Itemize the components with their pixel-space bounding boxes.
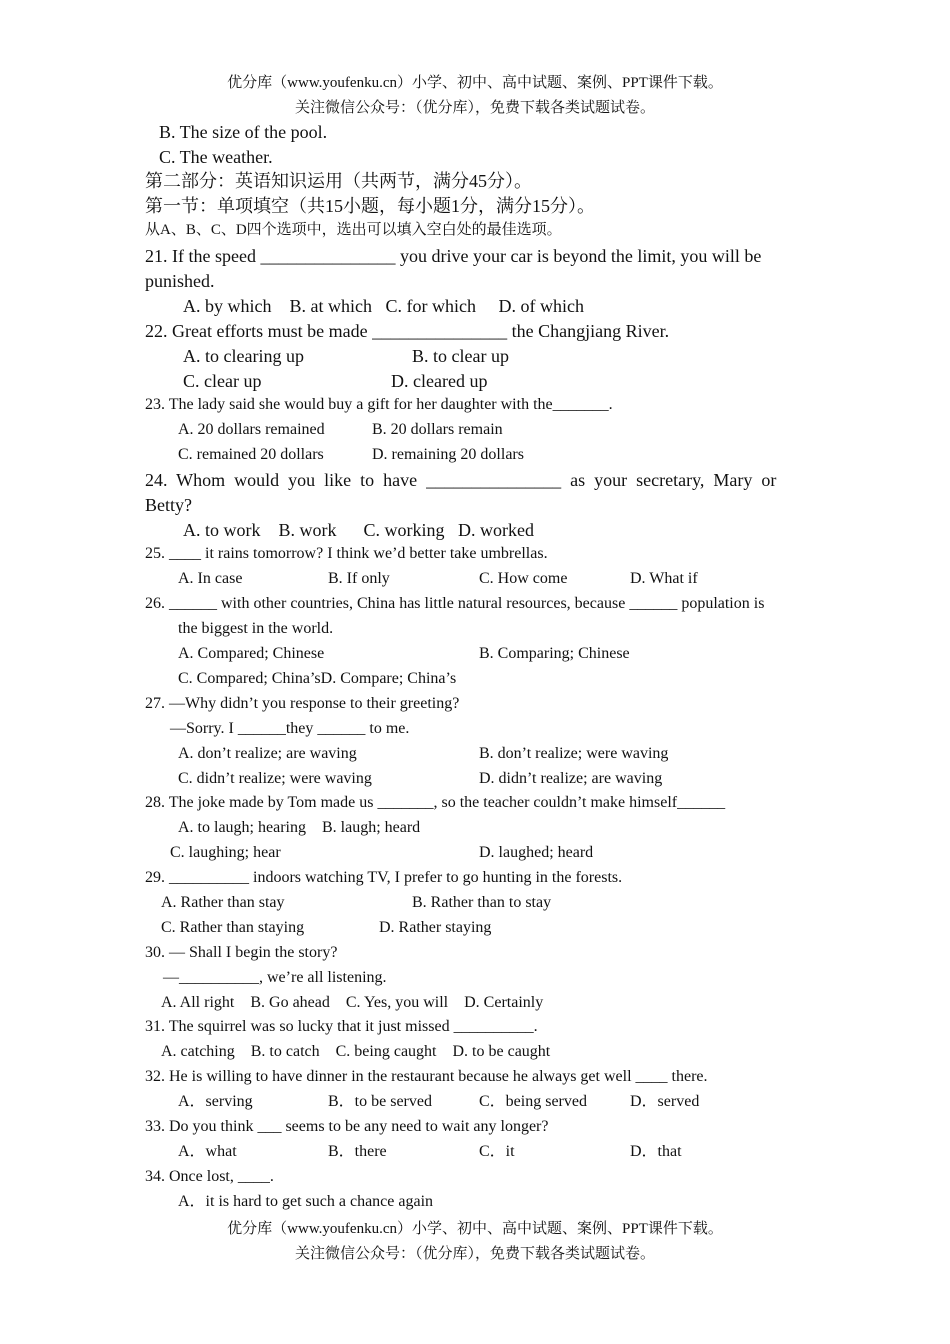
q33-option-d: D．that xyxy=(630,1143,682,1160)
q29-option-d: D. Rather staying xyxy=(379,919,492,936)
q25-stem: 25. ____ it rains tomorrow? I think we’d better take umbrellas. xyxy=(145,545,548,562)
q27-option-a: A. don’t realize; are waving xyxy=(178,745,357,762)
q28-option-d: D. laughed; heard xyxy=(479,844,594,861)
q31-stem: 31. The squirrel was so lucky that it just missed __________. xyxy=(145,1018,538,1035)
carry-option-c: C. The weather. xyxy=(159,147,273,167)
q23-option-b: B. 20 dollars remain xyxy=(372,421,503,438)
q34-stem: 34. Once lost, ____. xyxy=(145,1168,274,1185)
part2-heading: 第二部分：英语知识运用（共两节，满分45分）。 xyxy=(145,171,532,191)
q32-option-b: B．to be served xyxy=(328,1093,432,1110)
q28-stem: 28. The joke made by Tom made us _______, so the teacher couldn’t make himself______ xyxy=(145,794,726,811)
q29-option-a: A. Rather than stay xyxy=(161,894,285,911)
instructions: 从A、B、C、D四个选项中，选出可以填入空白处的最佳选项。 xyxy=(145,222,562,238)
q23-option-c: C. remained 20 dollars xyxy=(178,446,324,463)
q22-stem: 22. Great efforts must be made _______________ the Changjiang River. xyxy=(145,321,670,341)
q21-stem-2: punished. xyxy=(145,271,215,291)
q30-stem-2: —__________, we’re all listening. xyxy=(163,969,387,986)
q33-stem: 33. Do you think ___ seems to be any need to wait any longer? xyxy=(145,1118,549,1135)
section1-heading: 第一节：单项填空（共15小题，每小题1分，满分15分）。 xyxy=(145,196,595,216)
footer-line-1: 优分库（www.youfenku.cn）小学、初中、高中试题、案例、PPT课件下载。 xyxy=(227,1221,723,1237)
q29-option-c: C. Rather than staying xyxy=(161,919,305,936)
q27-option-c: C. didn’t realize; were waving xyxy=(178,770,372,787)
q25-option-b: B. If only xyxy=(328,570,390,587)
q28-option-ab: A. to laugh; hearing B. laugh; heard xyxy=(178,819,421,836)
q30-options: A. All right B. Go ahead C. Yes, you will D. Certainly xyxy=(161,994,544,1011)
q25-option-c: C. How come xyxy=(479,570,568,587)
q26-stem-2: the biggest in the world. xyxy=(178,620,334,637)
q21-options: A. by which B. at which C. for which D. of which xyxy=(183,296,584,316)
q22-option-c: C. clear up xyxy=(183,371,262,391)
q24-stem-2: Betty? xyxy=(145,495,192,515)
q27-option-b: B. don’t realize; were waving xyxy=(479,745,669,762)
q26-option-cd: C. Compared; China’sD. Compare; China’s xyxy=(178,670,457,687)
q28-option-c: C. laughing; hear xyxy=(170,844,281,861)
q33-option-c: C．it xyxy=(479,1143,515,1160)
q25-option-a: A. In case xyxy=(178,570,243,587)
q29-option-b: B. Rather than to stay xyxy=(412,894,552,911)
q23-stem: 23. The lady said she would buy a gift for her daughter with the_______. xyxy=(145,396,613,413)
q22-option-b: B. to clear up xyxy=(412,346,509,366)
q21-stem-1: 21. If the speed _______________ you drive your car is beyond the limit, you will be xyxy=(145,246,762,266)
q26-option-a: A. Compared; Chinese xyxy=(178,645,325,662)
q33-option-a: A．what xyxy=(178,1143,237,1160)
q22-option-d: D. cleared up xyxy=(391,371,488,391)
q30-stem-1: 30. — Shall I begin the story? xyxy=(145,944,338,961)
q32-stem: 32. He is willing to have dinner in the restaurant because he always get well ____ there. xyxy=(145,1068,708,1085)
q31-options: A. catching B. to catch C. being caught D. to be caught xyxy=(161,1043,551,1060)
q33-option-b: B．there xyxy=(328,1143,387,1160)
q34-option-a: A．it is hard to get such a chance again xyxy=(178,1193,434,1210)
q22-option-a: A. to clearing up xyxy=(183,346,304,366)
q23-option-d: D. remaining 20 dollars xyxy=(372,446,524,463)
carry-option-b: B. The size of the pool. xyxy=(159,122,328,142)
q23-option-a: A. 20 dollars remained xyxy=(178,421,325,438)
q32-option-a: A．serving xyxy=(178,1093,253,1110)
header-line-1: 优分库（www.youfenku.cn）小学、初中、高中试题、案例、PPT课件下载。 xyxy=(227,75,723,91)
q25-option-d: D. What if xyxy=(630,570,698,587)
q27-stem-2: —Sorry. I ______they ______ to me. xyxy=(170,720,410,737)
q27-option-d: D. didn’t realize; are waving xyxy=(479,770,663,787)
q27-stem-1: 27. —Why didn’t you response to their greeting? xyxy=(145,695,460,712)
q29-stem: 29. __________ indoors watching TV, I prefer to go hunting in the forests. xyxy=(145,869,623,886)
q26-stem-1: 26. ______ with other countries, China has little natural resources, because ______ population is xyxy=(145,595,765,612)
q32-option-d: D．served xyxy=(630,1093,700,1110)
q32-option-c: C．being served xyxy=(479,1093,587,1110)
q24-stem-1: 24. Whom would you like to have _______________ as your secretary, Mary or xyxy=(145,470,777,490)
header-line-2: 关注微信公众号：（优分库），免费下载各类试题试卷。 xyxy=(294,100,655,116)
q24-options: A. to work B. work C. working D. worked xyxy=(183,520,534,540)
q26-option-b: B. Comparing; Chinese xyxy=(479,645,630,662)
footer-line-2: 关注微信公众号：（优分库），免费下载各类试题试卷。 xyxy=(294,1246,655,1262)
